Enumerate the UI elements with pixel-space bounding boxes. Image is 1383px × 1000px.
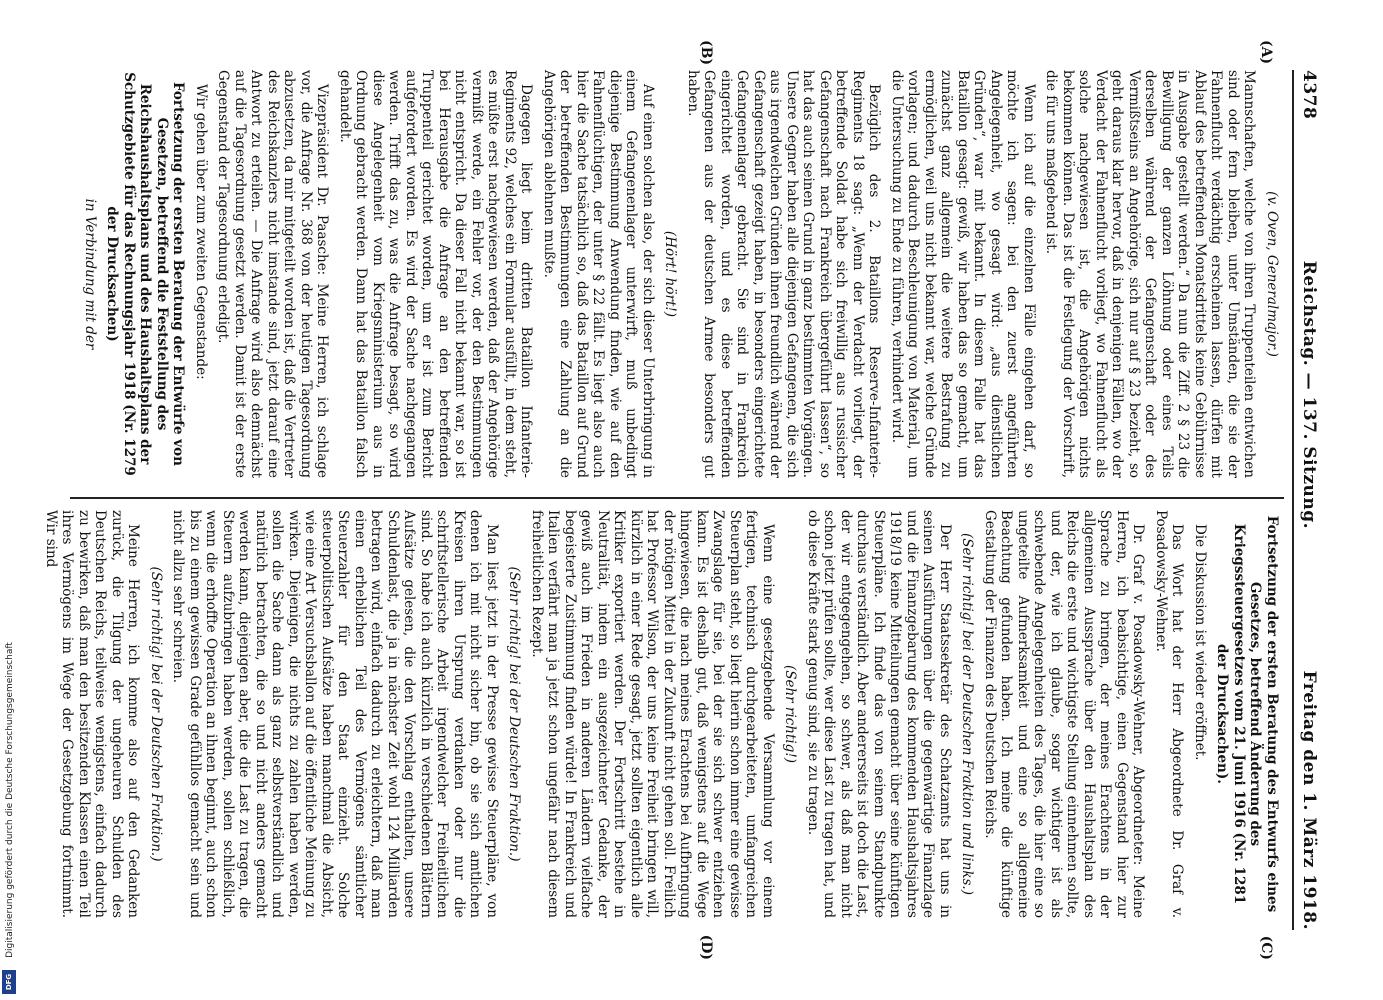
margin-marker-d: (D) — [698, 934, 714, 960]
paragraph: Wenn ich auf die einzelnen Fälle eingehen darf, so möchte ich sagen: bei den zuerst angeführten Angelegenheit, wo gesagt wird: „aus dienstlichen Gründen“, war mit bekannt. In diesem Falle hat das Bataillon gesagt: gewiß, wir haben das so gemacht, um zunächst ganz allgemein die weitere Bestrafung zu ermöglichen, weil uns nicht bekannt war, welche Gründe vorlagen; und dadurch Beschleunigung von Material, um die Untersuchung zu Ende zu führen, verhindert wird. — [889, 70, 1037, 478]
column-divider — [70, 497, 1284, 499]
margin-marker-c: (C) — [1258, 935, 1274, 960]
paragraph: Wenn eine gesetzgebende Versammlung vor einem fertigen, technisch durchgearbeiteten, umfangreichen Steuerplan steht, so liegt hierin schon immer eine gewisse Zwangslage für sie, bei der sie sich schwer entziehen kann. Es ist deshalb gut, daß wenigstens auf die Wege hingewiesen, die nach meines Erachtens bei Aufbringung der nötigen Mittel in der Zukunft nicht gehen soll. Freilich hat Professor Wilson, der uns keine Freiheit bringen will, kürzlich in einer Rede gesagt, jetzt sollten eigentlich alle Kritiker exportiert werden. Der Fortschritt bestehe in Neutralität, indem ein ausgezeichneter Gedanke, der gewiß auch im Frieden in anderen Ländern vielfache begeisterte Zustimmung finden würde! In Frankreich und Italien verfährt man ja jetzt schon ungefähr nach diesem freiheitlichen Rezept. — [529, 510, 776, 918]
paragraph: Auf einen solchen also, der sich dieser Unterbringung in einem Gefangenenlager unterwirft, muß unbedingt diejenige Bestimmung Anwendung finden, wie auf den Fahnenflüchtigen, der unter § 22 fällt. Es liegt also auch hier die Sache tatsächlich so, daß das Bataillon auf Grund der betreffenden Bestimmungen eine Zahlung an die Angehörigen ablehnen mußte. — [541, 70, 656, 478]
paragraph: in Verbindung mit der — [82, 198, 98, 350]
interjection: (Hört! hört!) — [662, 230, 679, 318]
dfg-logo-text: DFG — [5, 973, 13, 991]
margin-marker-a: (A) — [1258, 40, 1274, 65]
speaker-label: (v. Oven, Generalmajor.) — [1264, 191, 1280, 357]
paragraph: Der Herr Staatssekretär des Schatzamts hat uns in seinen Ausführungen über die gegenwärtige Finanzlage und die Finanzgebarung des kommenden Haushaltsjahres 1918/19 keine Mitteilungen gemacht über seine künftigen Steuerpläne. Ich finde das von seinem Standpunkte durchaus verständlich. Aber andererseits ist doch die Last, der wir entgegengehen, so schwer, als daß man nicht schon jetzt prüfen sollte, wer diese Last zu tragen hat, und ob diese Kräfte stark genug sind, sie zu tragen. — [805, 510, 953, 918]
paragraph: Das Wort hat der Herr Abgeordnete Dr. Graf v. Posadowsky-Wehner. — [1153, 510, 1186, 918]
paragraph: Wir gehen über zum zweiten Gegenstande: — [193, 84, 209, 380]
paragraph: Meine Herren, ich komme also auf den Gedanken zurück, die Tilgung der ungeheuren Schulden des Deutschen Reichs, teilweise wenigstens, einfach dadurch zu bewirken, daß man den besitzenden Klassen einen Teil ihres Vermögens im Wege der Gesetzgebung fortnimmt. Wir sind — [43, 510, 142, 918]
page-header — [1292, 70, 1324, 930]
left-column — [70, 70, 1280, 478]
paragraph: Man liest jetzt in der Presse gewisse Steuerpläne, von denen ich mit nicht sicher bin, ob sie sich amtlichen Kreisen ihren Ursprung verdanken oder nur die schriftstellerische Arbeit irgendwelcher Freiheitlichen sind. So habe ich auch kürzlich in verschiedenen Blättern Aufsätze gelesen, die den Vorschlag enthalten, unsere Schuldenlast, die ja in nächster Zeit wohl 124 Milliarden betragen wird, einfach dadurch zu erleichtern, daß man einen erheblichen Teil des Vermögens sämtlicher Steuerzahler für den Staat einzieht. Solche steuerpolitischen Aufsätze haben manchmal die Absicht, wie eine Art Versuchsballon auf die öffentliche Meinung zu wirken. Diejenigen, die nichts zu zahlen haben werden, sollen die Sache dann als ganz selbstverständlich und natürlich betrachten, die so und nicht anders gemacht werden kann, diejenigen aber, die die Last zu tragen, die Steuern aufzubringen haben werden, sollen schließlich, wenn die erhoffte Operation an ihnen beginnt, auch schon bis zu einem gewissen Grade gefühllos gemacht sein und nicht allzu sehr schreien. — [170, 510, 500, 918]
scanned-page — [43, 40, 1324, 960]
interjection: (Sehr richtig! bei der Deutschen Fraktion.) — [148, 566, 164, 862]
digitization-credit — [4, 610, 16, 990]
interjection: (Sehr richtig!) — [782, 664, 799, 764]
digitization-credit-text: Digitalisierung gefördert durch die Deutsche Forschungsgemeinschaft — [5, 642, 15, 958]
interjection: (Sehr richtig! bei der Deutschen Fraktion und links.) — [959, 532, 976, 895]
margin-marker-b: (B) — [698, 40, 714, 66]
dfg-logo — [2, 970, 16, 994]
paragraph: Mannschaften, welche von ihren Truppenteilen entwichen sind oder fern bleiben, unter Umständen, die sie der Fahnenflucht verdächtig erscheinen lassen, dürfen mit Ablauf des betreffenden Monatsdrittels keine Gebührnisse in Ausgabe gestellt werden.“ Da nun die Ziff. 2 § 23 die Bewilligung der ganzen Löhnung oder eines Teils derselben während der Gefangenschaft oder des Vermißtseins an Angehörige, sich nur auf § 23 bezieht, so geht daraus klar hervor, daß in denjenigen Fällen, wo der Verdacht der Fahnenflucht vorliegt, wo Fahnenflucht als solche nachgewiesen ist, die Angehörigen nichts bekommen können. Das ist die Festlegung der Vorschrift, die für uns maßgebend ist. — [1043, 70, 1258, 478]
page-number: 4378 — [1299, 70, 1319, 120]
rotated-newspaper-page — [43, 40, 1324, 960]
paragraph: Bezüglich des 2. Bataillons Reserve-Infanterie-Regiments 18 sagt: „Wenn der Verdacht vorliegt, der betreffende Soldat habe sich freiwillig aus russischer Gefangenschaft nach Frankreich übergeführt lassen“, so hat das auch seinen Grund in ganz bestimmten Vorgängen. Unsere Gegner haben alle diejenigen Gefangenen, die sich aus irgendwelchen Gründen ihnen freundlich während der Gefangenschaft gezeigt haben, in besonders eingerichtete Gefangenenlager gebracht. Sie sind in Frankreich eingerichtet worden, und es diese betreffenden Gefangenen aus der deutschen Armee besonders gut haben. — [685, 70, 883, 478]
paragraph: Dr. Graf v. Posadowsky-Wehner, Abgeordneter: Meine Herren, ich beabsichtige, einen Gegenstand hier zur Sprache zu bringen, der meines Erachtens in der allgemeinen Aussprache über den Haushaltsplan des Reichs die erste und wichtigste Stellung einnehmen sollte, und der, wie ich glaube, sogar wichtiger ist als schwebende Angelegenheiten des Tages, die hier eine so ungeteilte Aufmerksamkeit und eine so allgemeine Beachtung gefunden haben. Ich meine die künftige Gestaltung der Finanzen des Deutschen Reichs. — [982, 510, 1147, 918]
right-column — [43, 510, 1280, 918]
paragraph: Dagegen liegt beim dritten Bataillon Infanterie-Regiments 92, welches ein Formular ausfüllt, in dem steht, es müßte erst nachgewiesen werden, daß der Angehörige vermißt werde, ein Fehler vor, der den Bestimmungen nicht entspricht. Da dieser Fall nicht bekannt war, so ist bei Herausgabe die Anfrage an den betreffenden Truppenteil gerichtet worden, um er ist zum Bericht aufgefordert worden. Es wird der Sache nachgegangen werden. Trifft das zu, was die Anfrage besagt, so wird diese Angelegenheit vom Kriegsministerium aus in Ordnung gebracht werden. Dann hat das Bataillon falsch gehandelt. — [337, 70, 535, 478]
agenda-heading: Fortsetzung der ersten Beratung des Entwurfs eines Gesetzes, betreffend Änderung des Kriegssteuergesetzes vom 21. Juni 1916 (Nr. 1281 der Drucksachen). — [1214, 515, 1280, 913]
page-title: Reichstag. — 137. Sitzung. — [1299, 260, 1319, 530]
paragraph: Die Diskussion ist wieder eröffnet. — [1192, 524, 1208, 761]
paragraph: Vizepräsident Dr. Paasche: Meine Herren, ich schlage vor, die Anfrage Nr. 368 von der heutigen Tagesordnung abzusetzen, da mir mitgeteilt worden ist, daß die Vertreter des Reichskanzlers nicht imstande sind, jetzt darauf eine Antwort zu erteilen. — Die Anfrage wird also demnächst auf die Tagesordnung gesetzt werden. Damit ist der erste Gegenstand der Tagesordnung erledigt. — [215, 70, 331, 478]
agenda-heading: Fortsetzung der ersten Beratung der Entwürfe von Gesetzen, betreffend die Feststellung des Reichshaushaltsplans und des Haushaltsplans der Schutzgebiete für das Rechnungsjahr 1918 (Nr. 1279 der Drucksachen) — [104, 72, 187, 476]
page-date: Freitag den 1. März 1918. — [1299, 670, 1319, 930]
interjection: (Sehr richtig! bei der Deutschen Fraktion.) — [506, 566, 523, 862]
